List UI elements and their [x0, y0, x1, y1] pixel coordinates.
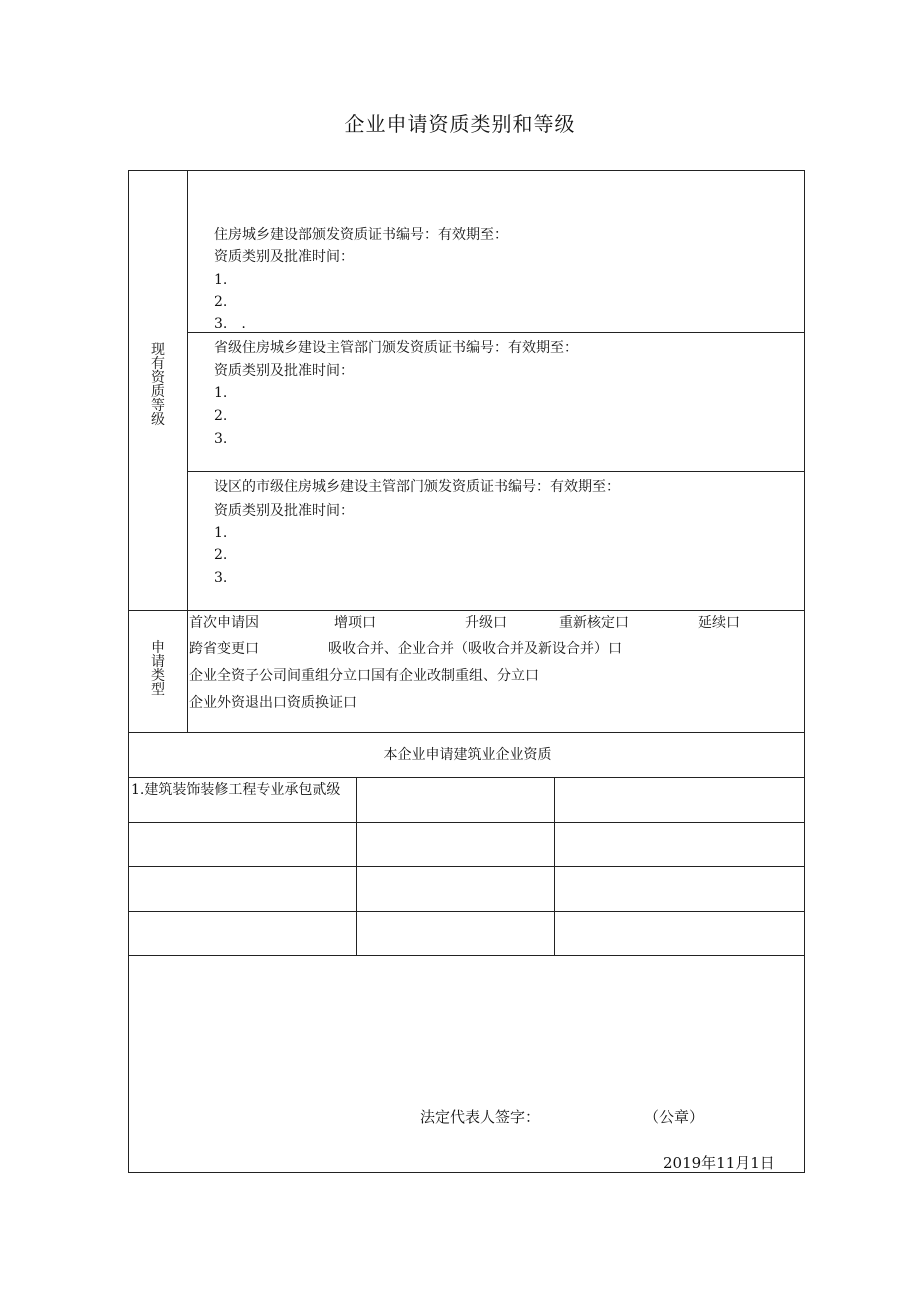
municipal-item-2: 2.	[214, 547, 228, 563]
seal-label: （公章）	[644, 1108, 705, 1126]
municipal-cert-line: 设区的市级住房城乡建设主管部门颁发资质证书编号：有效期至：	[214, 479, 620, 495]
signature-label: 法定代表人签字：	[420, 1108, 541, 1126]
application-form	[128, 170, 805, 1173]
option-add-item[interactable]: 增项口	[334, 615, 376, 631]
option-upgrade[interactable]: 升级口	[465, 615, 507, 631]
table-row-1-col-1: 1.建筑装饰装修工程专业承包贰级	[131, 782, 341, 798]
divider	[129, 955, 805, 956]
ministry-item-1: 1.	[214, 272, 228, 288]
option-cross-province[interactable]: 跨省变更口	[189, 641, 259, 657]
divider	[129, 866, 805, 867]
divider	[129, 822, 805, 823]
ministry-cert-line: 住房城乡建设部颁发资质证书编号：有效期至：	[214, 227, 508, 243]
ministry-item-2: 2.	[214, 294, 228, 310]
qualification-header: 本企业申请建筑业企业资质	[383, 747, 552, 763]
provincial-item-1: 1.	[214, 385, 228, 401]
divider	[129, 911, 805, 912]
municipal-item-3: 3.	[214, 570, 228, 586]
provincial-category-line: 资质类别及批准时间：	[214, 363, 354, 379]
column-divider	[554, 777, 555, 955]
option-merger[interactable]: 吸收合并、企业合并（吸收合并及新设合并）口	[328, 641, 622, 657]
label-column-divider	[187, 171, 188, 732]
divider	[187, 332, 805, 333]
ministry-category-line: 资质类别及批准时间：	[214, 249, 354, 265]
municipal-category-line: 资质类别及批准时间：	[214, 503, 354, 519]
divider	[129, 732, 805, 733]
provincial-cert-line: 省级住房城乡建设主管部门颁发资质证书编号：有效期至：	[214, 340, 578, 356]
signature-date: 2019年11月1日	[663, 1154, 775, 1172]
divider	[187, 471, 805, 472]
option-first-application[interactable]: 首次申请因	[189, 615, 259, 631]
divider	[129, 610, 805, 611]
existing-qualification-label: 现 有 资 质 等 级	[151, 342, 165, 428]
page-title: 企业申请资质类别和等级	[344, 112, 576, 136]
divider	[129, 777, 805, 778]
option-renewal[interactable]: 延续口	[698, 615, 740, 631]
provincial-item-2: 2.	[214, 408, 228, 424]
municipal-item-1: 1.	[214, 525, 228, 541]
provincial-item-3: 3.	[214, 431, 228, 447]
option-restructure[interactable]: 企业全资子公司间重组分立口国有企业改制重组、分立口	[189, 668, 539, 684]
option-foreign-exit[interactable]: 企业外资退出口资质换证口	[189, 695, 357, 711]
ministry-item-3: 3. .	[214, 316, 246, 332]
option-reassessment[interactable]: 重新核定口	[559, 615, 629, 631]
column-divider	[356, 777, 357, 955]
application-type-label: 申 请 类 型	[151, 640, 165, 698]
